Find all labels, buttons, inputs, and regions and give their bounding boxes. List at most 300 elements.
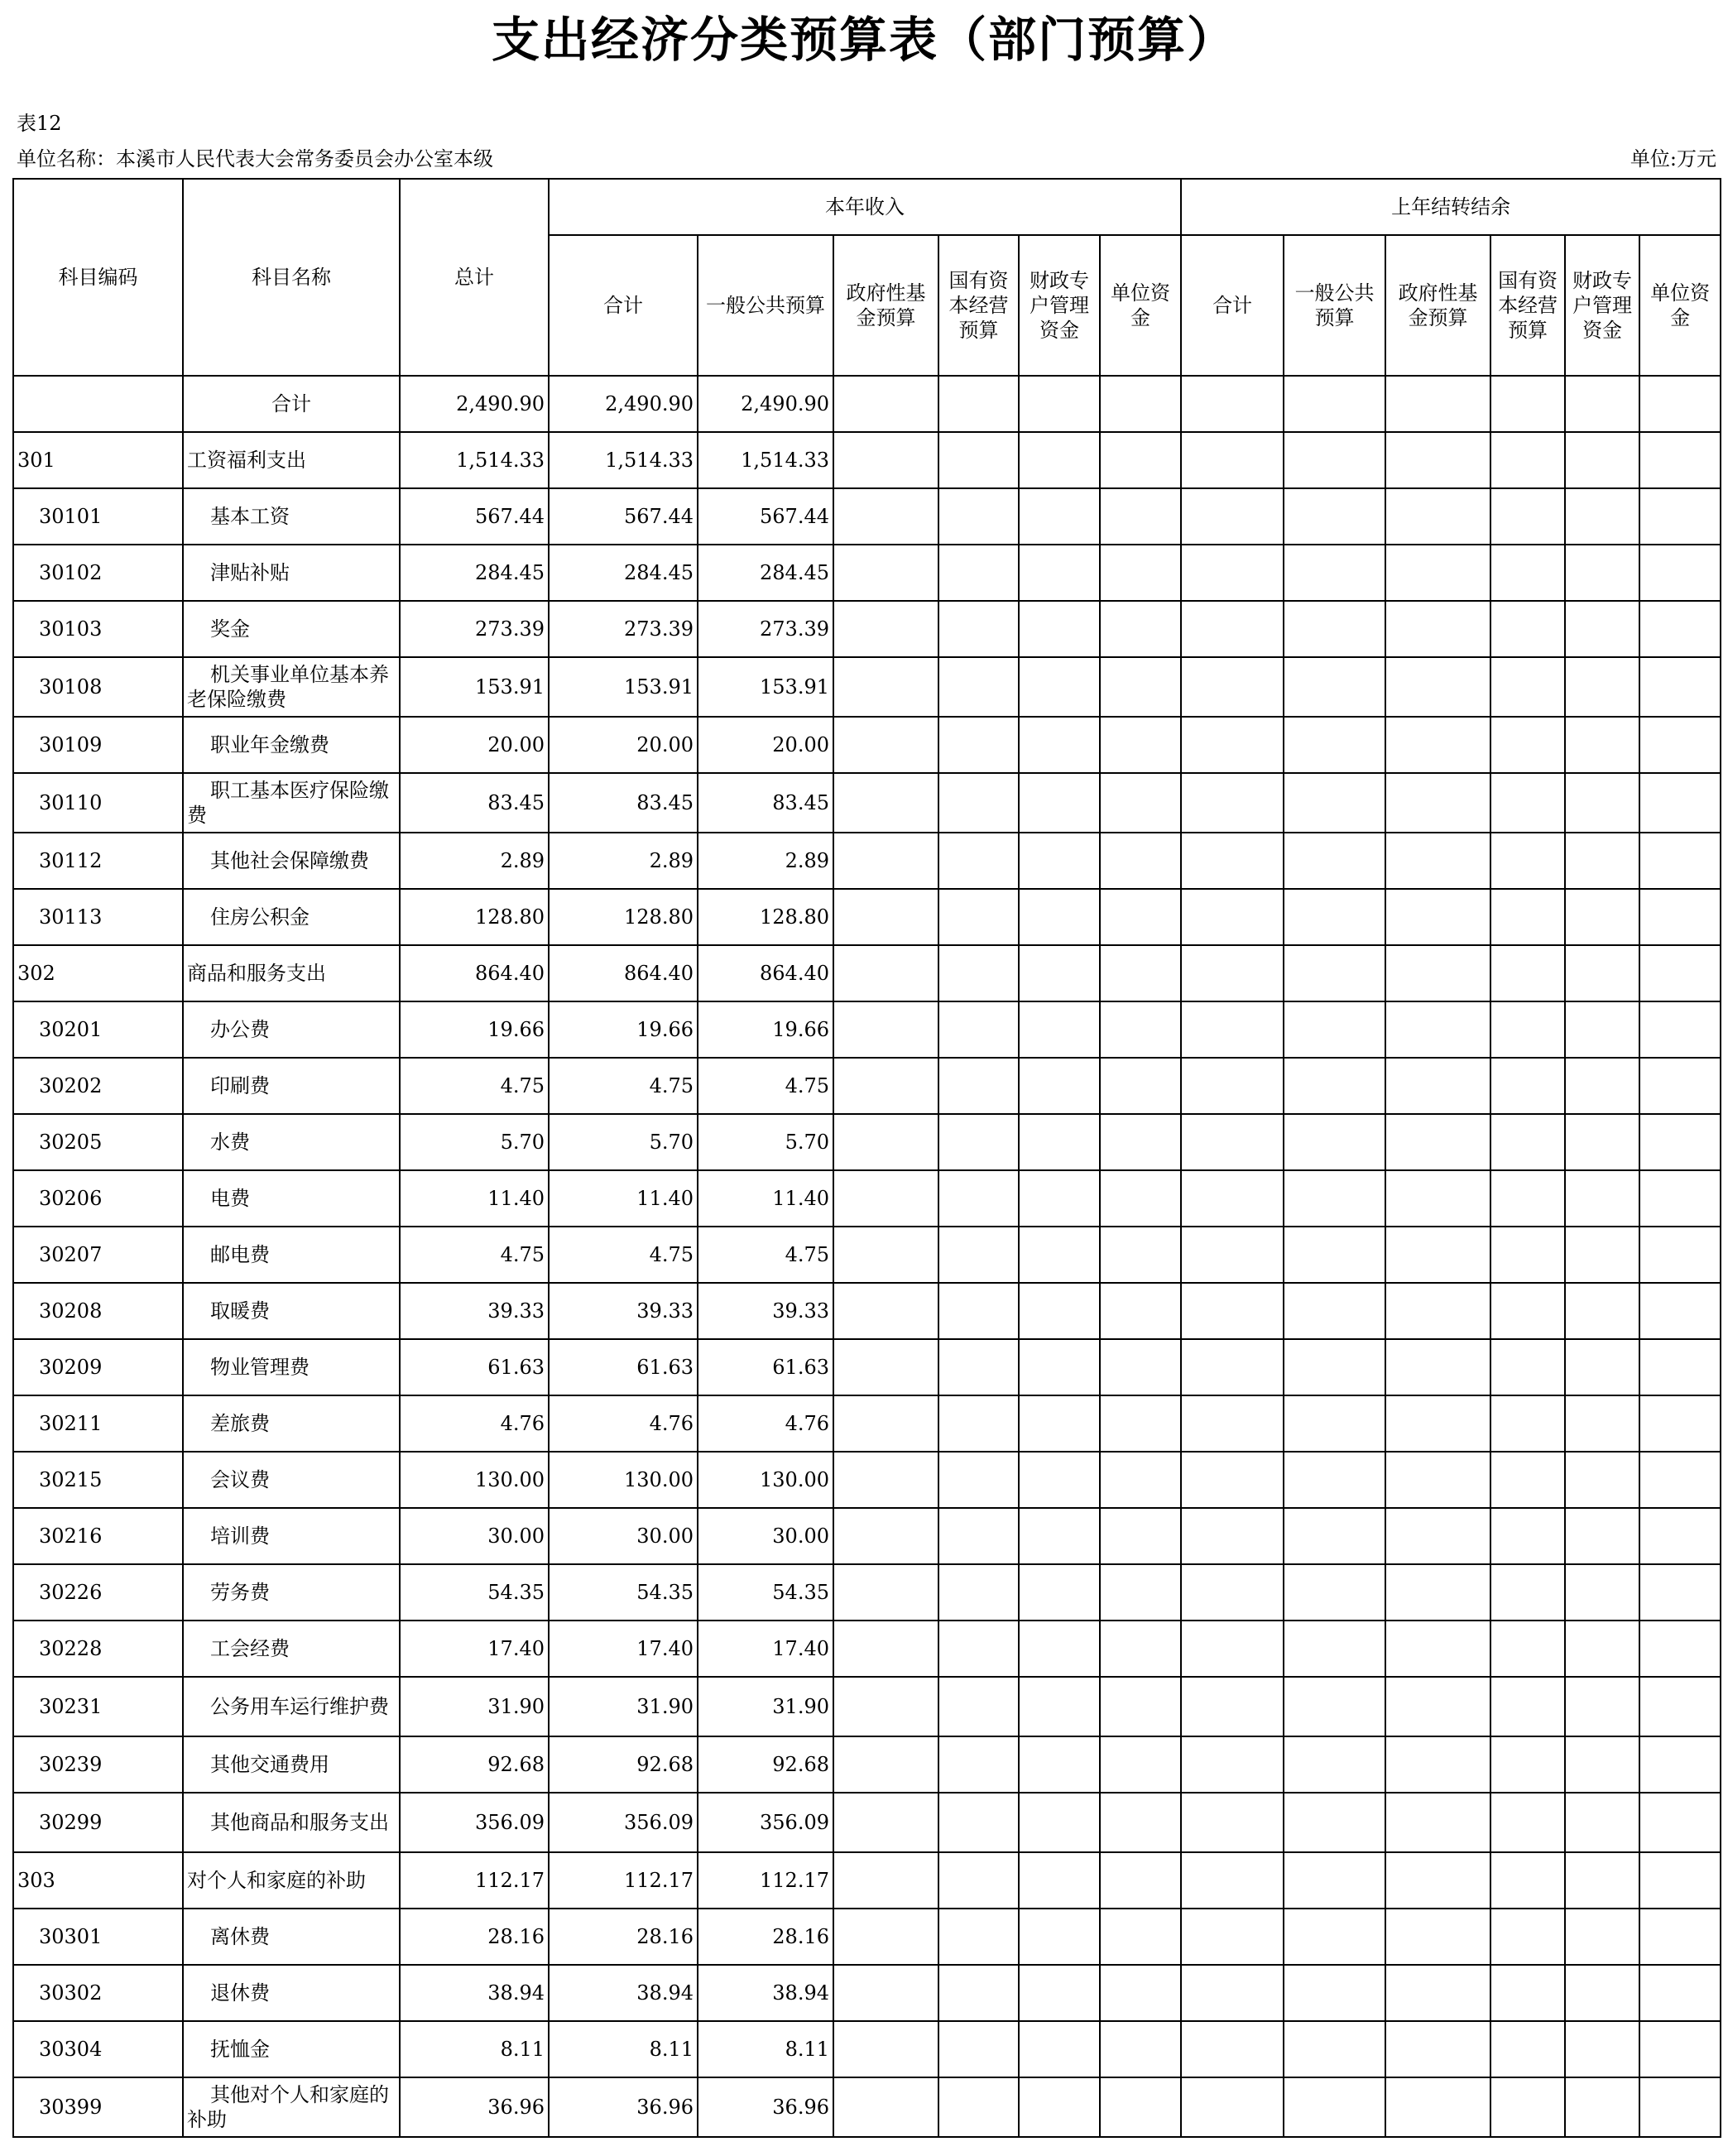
empty-cell: [1565, 545, 1639, 601]
row-name: 机关事业单位基本养老保险缴费: [183, 657, 400, 717]
empty-cell: [1385, 1909, 1490, 1965]
empty-cell: [1181, 1736, 1284, 1793]
empty-cell: [1284, 1227, 1385, 1283]
empty-cell: [1385, 1621, 1490, 1677]
empty-cell: [938, 1058, 1019, 1114]
empty-cell: [1565, 1170, 1639, 1227]
empty-cell: [1385, 945, 1490, 1001]
empty-cell: [938, 545, 1019, 601]
empty-cell: [1100, 1736, 1181, 1793]
row-general-value: 1,514.33: [698, 432, 833, 488]
empty-cell: [833, 545, 938, 601]
empty-cell: [833, 1283, 938, 1339]
empty-cell: [1100, 2021, 1181, 2077]
empty-cell: [1100, 545, 1181, 601]
empty-cell: [1490, 773, 1565, 833]
empty-cell: [833, 1058, 938, 1114]
row-code: 30202: [13, 1058, 183, 1114]
empty-cell: [1490, 1909, 1565, 1965]
empty-cell: [1019, 432, 1100, 488]
empty-cell: [1100, 1227, 1181, 1283]
row-subtotal-value: 8.11: [549, 2021, 698, 2077]
unit-label: 单位:万元: [1630, 147, 1716, 170]
row-code: [13, 376, 183, 432]
empty-cell: [1385, 1564, 1490, 1621]
empty-cell: [1100, 1793, 1181, 1852]
empty-cell: [938, 1564, 1019, 1621]
empty-cell: [1639, 488, 1721, 545]
row-subtotal-value: 2,490.90: [549, 376, 698, 432]
empty-cell: [938, 1227, 1019, 1283]
table-row: [13, 1793, 1721, 1852]
row-total-value: 11.40: [400, 1170, 549, 1227]
empty-cell: [1284, 376, 1385, 432]
empty-cell: [1565, 601, 1639, 657]
empty-cell: [1565, 1452, 1639, 1508]
empty-cell: [938, 1793, 1019, 1852]
empty-cell: [1565, 1852, 1639, 1909]
row-code: 30208: [13, 1283, 183, 1339]
empty-cell: [1490, 1114, 1565, 1170]
empty-cell: [1181, 1909, 1284, 1965]
row-total-value: 8.11: [400, 2021, 549, 2077]
empty-cell: [938, 601, 1019, 657]
row-name: 抚恤金: [183, 2021, 400, 2077]
row-name: 合计: [183, 376, 400, 432]
empty-cell: [1284, 1621, 1385, 1677]
empty-cell: [833, 833, 938, 889]
empty-cell: [833, 717, 938, 773]
empty-cell: [938, 1965, 1019, 2021]
row-name: 其他交通费用: [183, 1736, 400, 1793]
table-row: [13, 1452, 1721, 1508]
empty-cell: [1284, 1677, 1385, 1736]
empty-cell: [833, 773, 938, 833]
row-code: 30207: [13, 1227, 183, 1283]
empty-cell: [1565, 1965, 1639, 2021]
empty-cell: [1565, 1564, 1639, 1621]
table-row: [13, 717, 1721, 773]
empty-cell: [1019, 1114, 1100, 1170]
row-name: 基本工资: [183, 488, 400, 545]
row-name: 其他商品和服务支出: [183, 1793, 400, 1852]
row-general-value: 28.16: [698, 1909, 833, 1965]
empty-cell: [1100, 1564, 1181, 1621]
empty-cell: [1100, 1452, 1181, 1508]
row-total-value: 17.40: [400, 1621, 549, 1677]
row-general-value: 36.96: [698, 2077, 833, 2137]
empty-cell: [1565, 488, 1639, 545]
empty-cell: [1284, 1965, 1385, 2021]
header-carry-col: 政府性基金预算: [1385, 235, 1490, 376]
table-row: [13, 945, 1721, 1001]
row-subtotal-value: 4.76: [549, 1395, 698, 1452]
empty-cell: [833, 1909, 938, 1965]
row-total-value: 273.39: [400, 601, 549, 657]
empty-cell: [1284, 1508, 1385, 1564]
empty-cell: [1181, 376, 1284, 432]
row-subtotal-value: 2.89: [549, 833, 698, 889]
header-current-col: 国有资本经营预算: [938, 235, 1019, 376]
empty-cell: [938, 376, 1019, 432]
empty-cell: [1385, 2021, 1490, 2077]
table-row: [13, 2077, 1721, 2137]
header-current-col: 一般公共预算: [698, 235, 833, 376]
empty-cell: [833, 432, 938, 488]
empty-cell: [1565, 1395, 1639, 1452]
empty-cell: [1100, 488, 1181, 545]
row-code: 30101: [13, 488, 183, 545]
row-name: 水费: [183, 1114, 400, 1170]
row-subtotal-value: 20.00: [549, 717, 698, 773]
empty-cell: [1565, 1001, 1639, 1058]
row-code: 30201: [13, 1001, 183, 1058]
empty-cell: [1284, 601, 1385, 657]
header-current-col: 单位资金: [1100, 235, 1181, 376]
empty-cell: [833, 889, 938, 945]
empty-cell: [1284, 1395, 1385, 1452]
empty-cell: [1385, 1736, 1490, 1793]
empty-cell: [833, 1001, 938, 1058]
empty-cell: [1284, 432, 1385, 488]
empty-cell: [1385, 1395, 1490, 1452]
empty-cell: [1100, 773, 1181, 833]
empty-cell: [1181, 889, 1284, 945]
empty-cell: [833, 1677, 938, 1736]
empty-cell: [1284, 833, 1385, 889]
empty-cell: [1181, 545, 1284, 601]
row-code: 30215: [13, 1452, 183, 1508]
empty-cell: [1019, 1564, 1100, 1621]
row-subtotal-value: 36.96: [549, 2077, 698, 2137]
empty-cell: [1181, 1852, 1284, 1909]
empty-cell: [1100, 1677, 1181, 1736]
empty-cell: [1181, 488, 1284, 545]
table-row: [13, 657, 1721, 717]
empty-cell: [1181, 1508, 1284, 1564]
row-name: 工资福利支出: [183, 432, 400, 488]
table-row: [13, 1621, 1721, 1677]
empty-cell: [1639, 1621, 1721, 1677]
row-code: 30103: [13, 601, 183, 657]
empty-cell: [1284, 1283, 1385, 1339]
empty-cell: [1019, 1058, 1100, 1114]
empty-cell: [938, 717, 1019, 773]
table-row: [13, 432, 1721, 488]
empty-cell: [1490, 1965, 1565, 2021]
empty-cell: [1490, 1621, 1565, 1677]
empty-cell: [1385, 376, 1490, 432]
empty-cell: [1284, 1058, 1385, 1114]
empty-cell: [1181, 1058, 1284, 1114]
row-total-value: 4.76: [400, 1395, 549, 1452]
row-general-value: 30.00: [698, 1508, 833, 1564]
empty-cell: [1490, 488, 1565, 545]
empty-cell: [833, 1965, 938, 2021]
empty-cell: [1565, 1227, 1639, 1283]
empty-cell: [1100, 432, 1181, 488]
row-name: 工会经费: [183, 1621, 400, 1677]
row-code: 302: [13, 945, 183, 1001]
row-general-value: 54.35: [698, 1564, 833, 1621]
empty-cell: [1639, 1508, 1721, 1564]
row-total-value: 30.00: [400, 1508, 549, 1564]
empty-cell: [1019, 1001, 1100, 1058]
empty-cell: [1181, 432, 1284, 488]
empty-cell: [938, 2077, 1019, 2137]
empty-cell: [1490, 1564, 1565, 1621]
row-subtotal-value: 567.44: [549, 488, 698, 545]
row-subtotal-value: 11.40: [549, 1170, 698, 1227]
empty-cell: [1019, 945, 1100, 1001]
empty-cell: [833, 1339, 938, 1395]
row-name: 离休费: [183, 1909, 400, 1965]
empty-cell: [1565, 773, 1639, 833]
empty-cell: [1019, 1909, 1100, 1965]
row-name: 印刷费: [183, 1058, 400, 1114]
empty-cell: [833, 1452, 938, 1508]
empty-cell: [1565, 945, 1639, 1001]
empty-cell: [1284, 545, 1385, 601]
empty-cell: [833, 657, 938, 717]
table-row: [13, 1058, 1721, 1114]
row-subtotal-value: 28.16: [549, 1909, 698, 1965]
empty-cell: [1490, 1452, 1565, 1508]
empty-cell: [1385, 1793, 1490, 1852]
empty-cell: [1639, 1793, 1721, 1852]
empty-cell: [1565, 1508, 1639, 1564]
header-carry-col: 单位资金: [1639, 235, 1721, 376]
empty-cell: [1490, 2077, 1565, 2137]
empty-cell: [1639, 657, 1721, 717]
empty-cell: [1284, 1793, 1385, 1852]
table-row: [13, 1677, 1721, 1736]
empty-cell: [1565, 432, 1639, 488]
empty-cell: [1181, 1452, 1284, 1508]
empty-cell: [1385, 833, 1490, 889]
header-current-col: 合计: [549, 235, 698, 376]
row-total-value: 356.09: [400, 1793, 549, 1852]
empty-cell: [1284, 1909, 1385, 1965]
row-general-value: 567.44: [698, 488, 833, 545]
empty-cell: [1019, 773, 1100, 833]
table-row: [13, 1227, 1721, 1283]
row-total-value: 31.90: [400, 1677, 549, 1736]
row-name: 差旅费: [183, 1395, 400, 1452]
table-row: [13, 2021, 1721, 2077]
row-subtotal-value: 38.94: [549, 1965, 698, 2021]
empty-cell: [1284, 1736, 1385, 1793]
empty-cell: [1019, 2077, 1100, 2137]
row-general-value: 4.76: [698, 1395, 833, 1452]
empty-cell: [1100, 1339, 1181, 1395]
row-total-value: 36.96: [400, 2077, 549, 2137]
row-code: 30102: [13, 545, 183, 601]
row-code: 30231: [13, 1677, 183, 1736]
row-total-value: 1,514.33: [400, 432, 549, 488]
empty-cell: [1284, 1564, 1385, 1621]
empty-cell: [938, 1677, 1019, 1736]
empty-cell: [1639, 717, 1721, 773]
table-row: [13, 488, 1721, 545]
empty-cell: [1385, 717, 1490, 773]
empty-cell: [1181, 833, 1284, 889]
row-total-value: 39.33: [400, 1283, 549, 1339]
empty-cell: [1181, 2021, 1284, 2077]
empty-cell: [1019, 1170, 1100, 1227]
empty-cell: [1284, 1001, 1385, 1058]
header-carry-col: 财政专户管理资金: [1565, 235, 1639, 376]
empty-cell: [1100, 717, 1181, 773]
empty-cell: [1284, 488, 1385, 545]
row-name: 劳务费: [183, 1564, 400, 1621]
empty-cell: [1284, 1170, 1385, 1227]
empty-cell: [1385, 2077, 1490, 2137]
empty-cell: [1100, 601, 1181, 657]
row-name: 培训费: [183, 1508, 400, 1564]
empty-cell: [1490, 657, 1565, 717]
empty-cell: [1565, 1909, 1639, 1965]
table-row: [13, 889, 1721, 945]
empty-cell: [1385, 1677, 1490, 1736]
row-general-value: 112.17: [698, 1852, 833, 1909]
empty-cell: [1019, 1677, 1100, 1736]
empty-cell: [1639, 545, 1721, 601]
row-subtotal-value: 273.39: [549, 601, 698, 657]
empty-cell: [833, 1564, 938, 1621]
table-row: [13, 1965, 1721, 2021]
row-subtotal-value: 17.40: [549, 1621, 698, 1677]
empty-cell: [1639, 1001, 1721, 1058]
row-name: 其他社会保障缴费: [183, 833, 400, 889]
empty-cell: [1284, 1339, 1385, 1395]
table-row: [13, 1339, 1721, 1395]
empty-cell: [1019, 1452, 1100, 1508]
empty-cell: [1565, 2077, 1639, 2137]
empty-cell: [1490, 601, 1565, 657]
row-general-value: 153.91: [698, 657, 833, 717]
empty-cell: [1019, 1227, 1100, 1283]
empty-cell: [833, 1395, 938, 1452]
empty-cell: [1181, 1227, 1284, 1283]
empty-cell: [1490, 1677, 1565, 1736]
empty-cell: [833, 376, 938, 432]
empty-cell: [1565, 889, 1639, 945]
row-general-value: 2,490.90: [698, 376, 833, 432]
empty-cell: [1639, 1058, 1721, 1114]
empty-cell: [938, 1283, 1019, 1339]
empty-cell: [1639, 601, 1721, 657]
empty-cell: [938, 889, 1019, 945]
empty-cell: [1284, 1452, 1385, 1508]
empty-cell: [1565, 1339, 1639, 1395]
empty-cell: [1639, 889, 1721, 945]
row-subtotal-value: 356.09: [549, 1793, 698, 1852]
empty-cell: [1639, 1452, 1721, 1508]
row-general-value: 83.45: [698, 773, 833, 833]
row-total-value: 4.75: [400, 1227, 549, 1283]
empty-cell: [1385, 545, 1490, 601]
row-name: 电费: [183, 1170, 400, 1227]
empty-cell: [833, 488, 938, 545]
empty-cell: [1385, 1965, 1490, 2021]
empty-cell: [1019, 657, 1100, 717]
row-name: 商品和服务支出: [183, 945, 400, 1001]
empty-cell: [938, 1621, 1019, 1677]
row-name: 住房公积金: [183, 889, 400, 945]
table-row: [13, 601, 1721, 657]
empty-cell: [1100, 657, 1181, 717]
row-name: 办公费: [183, 1001, 400, 1058]
table-row: [13, 1508, 1721, 1564]
row-subtotal-value: 128.80: [549, 889, 698, 945]
row-general-value: 273.39: [698, 601, 833, 657]
empty-cell: [938, 1508, 1019, 1564]
row-total-value: 19.66: [400, 1001, 549, 1058]
empty-cell: [938, 488, 1019, 545]
row-name: 会议费: [183, 1452, 400, 1508]
empty-cell: [938, 1001, 1019, 1058]
empty-cell: [1019, 376, 1100, 432]
row-total-value: 61.63: [400, 1339, 549, 1395]
row-subtotal-value: 61.63: [549, 1339, 698, 1395]
empty-cell: [1181, 717, 1284, 773]
empty-cell: [1639, 833, 1721, 889]
empty-cell: [1181, 1001, 1284, 1058]
empty-cell: [1385, 889, 1490, 945]
header-carry-col: 一般公共预算: [1284, 235, 1385, 376]
row-total-value: 5.70: [400, 1114, 549, 1170]
empty-cell: [1100, 2077, 1181, 2137]
row-general-value: 19.66: [698, 1001, 833, 1058]
empty-cell: [1639, 773, 1721, 833]
empty-cell: [1490, 376, 1565, 432]
table-row: [13, 1564, 1721, 1621]
row-code: 30112: [13, 833, 183, 889]
empty-cell: [1181, 1621, 1284, 1677]
empty-cell: [1181, 1793, 1284, 1852]
row-total-value: 130.00: [400, 1452, 549, 1508]
empty-cell: [1019, 1793, 1100, 1852]
row-code: 30302: [13, 1965, 183, 2021]
row-subtotal-value: 30.00: [549, 1508, 698, 1564]
row-subtotal-value: 54.35: [549, 1564, 698, 1621]
row-general-value: 356.09: [698, 1793, 833, 1852]
empty-cell: [1284, 889, 1385, 945]
empty-cell: [938, 432, 1019, 488]
row-total-value: 112.17: [400, 1852, 549, 1909]
row-subtotal-value: 4.75: [549, 1058, 698, 1114]
empty-cell: [1490, 1852, 1565, 1909]
row-total-value: 284.45: [400, 545, 549, 601]
row-general-value: 4.75: [698, 1058, 833, 1114]
empty-cell: [1385, 1852, 1490, 1909]
empty-cell: [1385, 1058, 1490, 1114]
row-subtotal-value: 19.66: [549, 1001, 698, 1058]
row-code: 30216: [13, 1508, 183, 1564]
row-name: 职工基本医疗保险缴费: [183, 773, 400, 833]
table-row: [13, 1909, 1721, 1965]
empty-cell: [938, 1852, 1019, 1909]
empty-cell: [1100, 1001, 1181, 1058]
table-row: [13, 773, 1721, 833]
row-subtotal-value: 5.70: [549, 1114, 698, 1170]
empty-cell: [1181, 657, 1284, 717]
row-subtotal-value: 284.45: [549, 545, 698, 601]
empty-cell: [1284, 1114, 1385, 1170]
empty-cell: [1284, 1852, 1385, 1909]
empty-cell: [1565, 833, 1639, 889]
